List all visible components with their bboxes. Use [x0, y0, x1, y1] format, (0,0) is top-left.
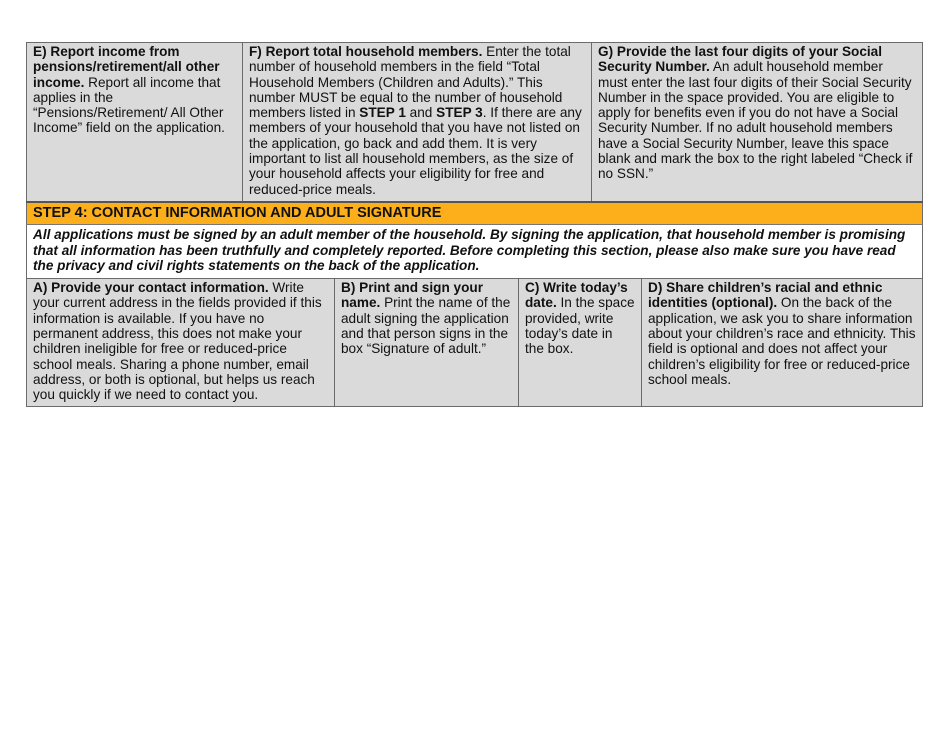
- step4-header-row: [27, 202, 923, 225]
- instructions-table-top: [26, 42, 923, 279]
- instruction-a-heading: A) Provide your contact information.: [33, 280, 269, 296]
- instruction-f-body-2: . If there are any members of your household that you have not listed on the application, go back and add them. It is very important to list all household members, as the size of your household affects your eligibility for free and reduced-price meals.: [249, 105, 582, 197]
- instruction-c-body: In the space provided, write today’s date in the box.: [525, 295, 635, 357]
- instruction-d-heading: D) Share children’s racial and ethnic identities (optional).: [648, 280, 883, 311]
- instruction-cell-g: [592, 43, 923, 202]
- instruction-c-heading: C) Write today’s date.: [525, 280, 628, 311]
- instruction-e-heading: E) Report income from pensions/retirement/all other income.: [33, 44, 220, 90]
- instruction-f-heading: F) Report total household members.: [249, 44, 483, 59]
- instruction-cell-f: [243, 43, 592, 202]
- instruction-row-abcd: [27, 279, 923, 407]
- instruction-cell-a: [27, 279, 335, 407]
- instructions-table-bottom: [26, 278, 923, 407]
- step4-intro-row: [27, 225, 923, 279]
- instruction-g-body: An adult household member must enter the last four digits of their Social Security Number in the space provided. You are eligible to apply for benefits even if you do not have a Social Security Number. If no adult household members have a Social Security Number, leave this space blank and mark the box to the right labeled “Check if no SSN.”: [598, 59, 913, 182]
- instruction-g-heading: G) Provide the last four digits of your Social Security Number.: [598, 44, 882, 75]
- instruction-b-body: Print the name of the adult signing the application and that person signs in the box “Signature of adult.”: [341, 295, 511, 357]
- instruction-cell-c: [519, 279, 642, 407]
- instruction-cell-e: [27, 43, 243, 202]
- instruction-d-body: On the back of the application, we ask you to share information about your children’s race and ethnicity. This field is optional and does not affect your children’s eligibility for free or reduced-price school meals.: [648, 295, 916, 387]
- instruction-cell-d: [642, 279, 923, 407]
- instruction-row-efg: [27, 43, 923, 202]
- instruction-b-heading: B) Print and sign your name.: [341, 280, 483, 311]
- step1-reference: STEP 1: [359, 105, 406, 121]
- instruction-a-body: Write your current address in the fields provided if this information is available. If you have no permanent address, this does not make your children ineligible for free or reduced-price school meals. Sharing a phone number, email address, or both is optional, but helps us reach you quickly if we need to contact you.: [33, 280, 322, 403]
- instruction-e-body: Report all income that applies in the “Pensions/Retirement/ All Other Income” field on the application.: [33, 74, 225, 136]
- step3-reference: STEP 3: [436, 105, 483, 121]
- instruction-f-and: and: [405, 105, 437, 121]
- step4-intro: All applications must be signed by an adult member of the household. By signing the application, that household member is promising that all information has been truthfully and completely reported. Before completing this section, please also make sure you have read the privacy and civil rights statements on the back of the application.: [27, 225, 923, 279]
- instruction-cell-b: [335, 279, 519, 407]
- step4-title: STEP 4: CONTACT INFORMATION AND ADULT SIGNATURE: [27, 202, 923, 225]
- instructions-document: [26, 42, 922, 407]
- instruction-f-body-1: Enter the total number of household members in the field “Total Household Members (Children and Adults).” This number MUST be equal to the number of household members listed in: [249, 44, 571, 121]
